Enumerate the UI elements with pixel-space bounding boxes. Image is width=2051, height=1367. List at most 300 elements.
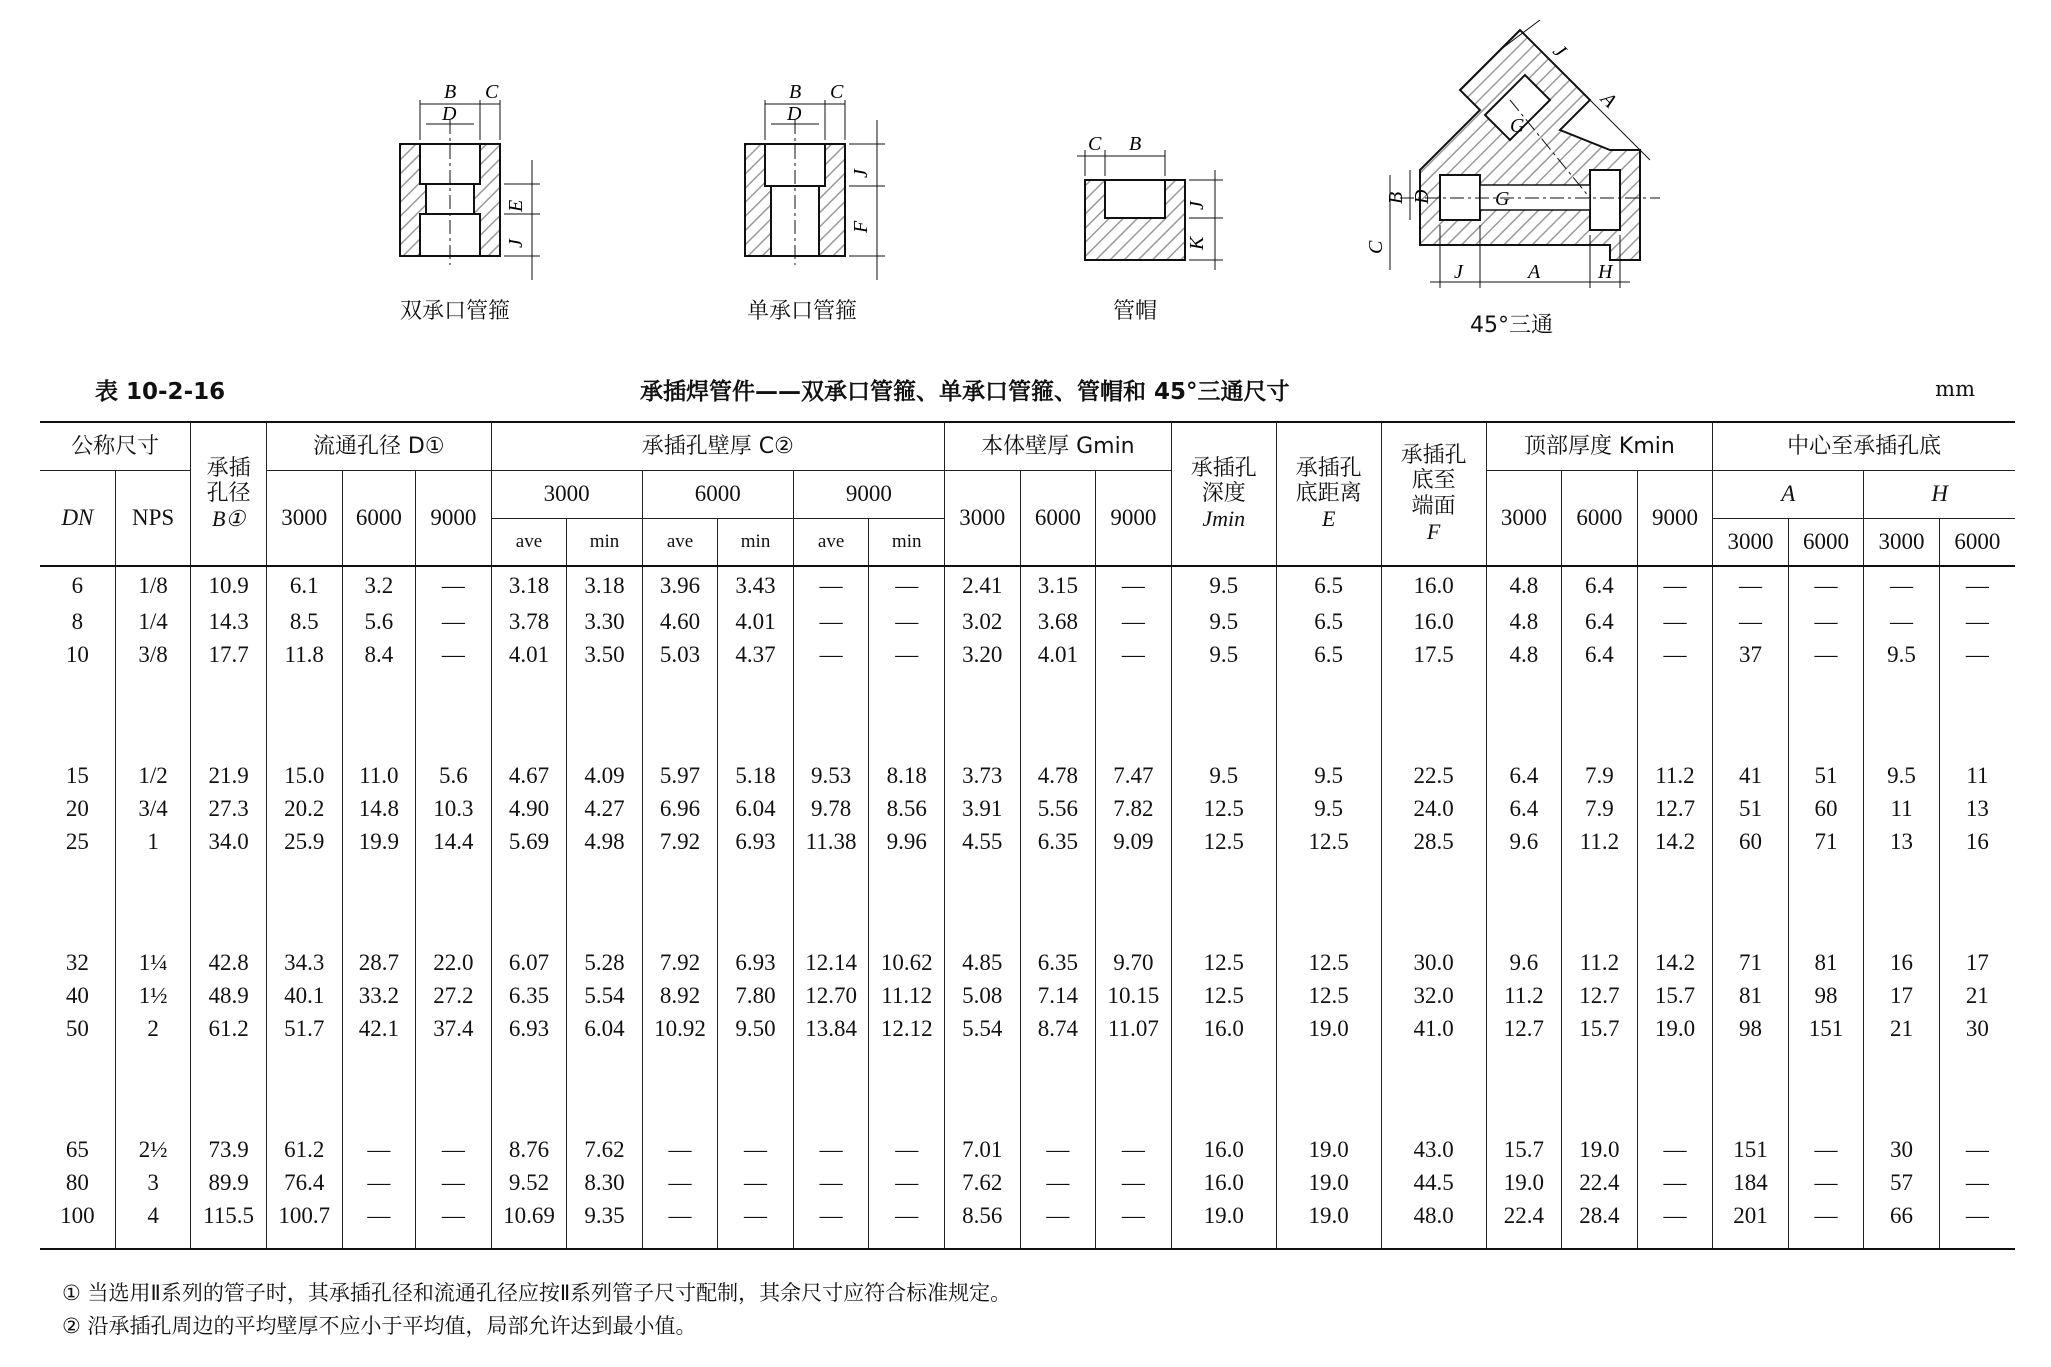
table-cell: 3 bbox=[115, 1166, 190, 1199]
table-cell: 6.93 bbox=[718, 946, 793, 979]
header-d-3000: 3000 bbox=[266, 470, 342, 566]
table-cell: 184 bbox=[1713, 1166, 1789, 1199]
table-cell: 7.62 bbox=[945, 1166, 1021, 1199]
table-cell: — bbox=[793, 1199, 869, 1232]
spacer-cell bbox=[793, 671, 869, 759]
table-cell: — bbox=[416, 605, 492, 638]
table-cell: — bbox=[1637, 638, 1713, 671]
table-cell: 8.18 bbox=[869, 759, 945, 792]
table-cell: 7.92 bbox=[642, 946, 718, 979]
table-cell: 6.93 bbox=[491, 1012, 567, 1045]
table-cell: 8.92 bbox=[642, 979, 718, 1012]
spacer-cell bbox=[266, 858, 342, 946]
table-cell: 51 bbox=[1713, 792, 1789, 825]
spacer-cell bbox=[642, 1232, 718, 1249]
table-cell: 22.4 bbox=[1562, 1166, 1638, 1199]
table-cell: — bbox=[1788, 605, 1864, 638]
group-spacer bbox=[40, 1045, 2015, 1133]
table-cell: 7.62 bbox=[567, 1133, 642, 1166]
spacer-cell bbox=[40, 671, 115, 759]
spacer-cell bbox=[1788, 858, 1864, 946]
table-cell: 17 bbox=[1939, 946, 2015, 979]
table-cell: — bbox=[1788, 1166, 1864, 1199]
table-cell: 40 bbox=[40, 979, 115, 1012]
spacer-cell bbox=[1562, 671, 1638, 759]
table-cell: 11.2 bbox=[1562, 946, 1638, 979]
header-c6000-ave: ave bbox=[642, 518, 718, 566]
table-cell: — bbox=[1939, 638, 2015, 671]
label-j-top: J bbox=[1548, 39, 1571, 62]
table-cell: 22.0 bbox=[416, 946, 492, 979]
spacer-cell bbox=[342, 671, 416, 759]
caption-single-coupling: 单承口管箍 bbox=[747, 299, 858, 324]
table-cell: 3.30 bbox=[567, 605, 642, 638]
table-cell: — bbox=[1637, 566, 1713, 605]
table-cell: 9.09 bbox=[1096, 825, 1172, 858]
header-c6000-min: min bbox=[718, 518, 793, 566]
table-row bbox=[40, 825, 2015, 858]
table-cell: 12.7 bbox=[1486, 1012, 1562, 1045]
table-number: 表 10-2-16 bbox=[95, 379, 226, 405]
table-cell: 7.82 bbox=[1096, 792, 1172, 825]
table-cell: 19.0 bbox=[1276, 1133, 1381, 1166]
table-row bbox=[40, 1012, 2015, 1045]
label-e: E bbox=[505, 199, 527, 212]
table-cell: 25 bbox=[40, 825, 115, 858]
table-cell: 3.18 bbox=[567, 566, 642, 605]
spacer-cell bbox=[1381, 671, 1486, 759]
table-cell: 151 bbox=[1713, 1133, 1789, 1166]
spacer-cell bbox=[945, 858, 1021, 946]
table-cell: 6.4 bbox=[1562, 566, 1638, 605]
header-k-6000: 6000 bbox=[1562, 470, 1638, 566]
table-row bbox=[40, 566, 2015, 605]
table-cell: 3.43 bbox=[718, 566, 793, 605]
table-cell: 8.4 bbox=[342, 638, 416, 671]
table-cell: 6.4 bbox=[1486, 792, 1562, 825]
table-cell: 37.4 bbox=[416, 1012, 492, 1045]
header-a-3000: 3000 bbox=[1713, 518, 1789, 566]
table-cell: — bbox=[1788, 1199, 1864, 1232]
table-cell: 11.12 bbox=[869, 979, 945, 1012]
label-a-bottom: A bbox=[1528, 261, 1541, 283]
table-cell: 3.02 bbox=[945, 605, 1021, 638]
spacer-cell bbox=[1020, 858, 1096, 946]
table-end-spacer bbox=[40, 1232, 2015, 1249]
spacer-cell bbox=[1562, 858, 1638, 946]
table-cell: 10.62 bbox=[869, 946, 945, 979]
table-cell: 6.4 bbox=[1486, 759, 1562, 792]
spacer-cell bbox=[1713, 1232, 1789, 1249]
spacer-cell bbox=[1486, 1045, 1562, 1133]
table-cell: 1½ bbox=[115, 979, 190, 1012]
spacer-cell bbox=[1381, 1045, 1486, 1133]
table-cell: 100 bbox=[40, 1199, 115, 1232]
table-cell: — bbox=[1864, 566, 1940, 605]
table-cell: 7.14 bbox=[1020, 979, 1096, 1012]
spacer-cell bbox=[1096, 1045, 1172, 1133]
table-cell: — bbox=[1788, 638, 1864, 671]
table-cell: 16.0 bbox=[1171, 1012, 1276, 1045]
table-title-row bbox=[95, 373, 1975, 409]
table-cell: 3.50 bbox=[567, 638, 642, 671]
table-cell: — bbox=[869, 1199, 945, 1232]
table-cell: 20 bbox=[40, 792, 115, 825]
table-cell: 11.07 bbox=[1096, 1012, 1172, 1045]
table-cell: 65 bbox=[40, 1133, 115, 1166]
table-cell: 8.30 bbox=[567, 1166, 642, 1199]
table-cell: 115.5 bbox=[191, 1199, 267, 1232]
table-cell: 21 bbox=[1939, 979, 2015, 1012]
spacer-cell bbox=[1864, 671, 1940, 759]
table-cell: — bbox=[416, 1133, 492, 1166]
table-cell: 22.5 bbox=[1381, 759, 1486, 792]
table-cell: 34.0 bbox=[191, 825, 267, 858]
table-cell: 7.9 bbox=[1562, 759, 1638, 792]
header-nps: NPS bbox=[115, 470, 190, 566]
table-cell: 4.8 bbox=[1486, 605, 1562, 638]
spacer-cell bbox=[718, 1232, 793, 1249]
table-cell: — bbox=[1096, 566, 1172, 605]
header-g-3000: 3000 bbox=[945, 470, 1021, 566]
table-cell: 7.9 bbox=[1562, 792, 1638, 825]
table-cell: 5.97 bbox=[642, 759, 718, 792]
label-j: J bbox=[1186, 201, 1208, 210]
table-cell: 15 bbox=[40, 759, 115, 792]
table-cell: 11.0 bbox=[342, 759, 416, 792]
table-cell: — bbox=[1637, 1199, 1713, 1232]
table-cell: 3.2 bbox=[342, 566, 416, 605]
header-a: A bbox=[1713, 470, 1864, 518]
table-cell: 9.52 bbox=[491, 1166, 567, 1199]
spacer-cell bbox=[191, 1232, 267, 1249]
header-c3000-min: min bbox=[567, 518, 642, 566]
table-cell: 48.9 bbox=[191, 979, 267, 1012]
table-title: 承插焊管件——双承口管箍、单承口管箍、管帽和 45°三通尺寸 bbox=[640, 379, 1290, 405]
table-cell: 6.35 bbox=[1020, 825, 1096, 858]
table-cell: 42.8 bbox=[191, 946, 267, 979]
table-cell: — bbox=[416, 1166, 492, 1199]
table-cell: 19.0 bbox=[1276, 1012, 1381, 1045]
table-cell: 73.9 bbox=[191, 1133, 267, 1166]
table-cell: 11.38 bbox=[793, 825, 869, 858]
table-cell: 21.9 bbox=[191, 759, 267, 792]
table-cell: 15.7 bbox=[1562, 1012, 1638, 1045]
figure-45-tee bbox=[1360, 20, 1690, 338]
table-cell: 6.5 bbox=[1276, 566, 1381, 605]
table-cell: — bbox=[642, 1199, 718, 1232]
header-d-9000: 9000 bbox=[416, 470, 492, 566]
spacer-cell bbox=[115, 1045, 190, 1133]
table-cell: 2 bbox=[115, 1012, 190, 1045]
table-cell: 6.04 bbox=[567, 1012, 642, 1045]
table-cell: 17.5 bbox=[1381, 638, 1486, 671]
table-cell: 5.03 bbox=[642, 638, 718, 671]
table-cell: 27.2 bbox=[416, 979, 492, 1012]
header-k-3000: 3000 bbox=[1486, 470, 1562, 566]
table-cell: 41.0 bbox=[1381, 1012, 1486, 1045]
table-cell: 8.56 bbox=[945, 1199, 1021, 1232]
table-cell: 10 bbox=[40, 638, 115, 671]
table-cell: 11.8 bbox=[266, 638, 342, 671]
spacer-cell bbox=[1096, 671, 1172, 759]
table-cell: 44.5 bbox=[1381, 1166, 1486, 1199]
table-unit: mm bbox=[1935, 377, 1975, 401]
spacer-cell bbox=[191, 858, 267, 946]
table-cell: — bbox=[642, 1133, 718, 1166]
header-top-k: 顶部厚度 Kmin bbox=[1486, 422, 1713, 470]
table-cell: 12.7 bbox=[1562, 979, 1638, 1012]
table-cell: 16.0 bbox=[1381, 566, 1486, 605]
label-b: B bbox=[1129, 133, 1142, 155]
label-b-side: B bbox=[1385, 191, 1407, 204]
spacer-cell bbox=[1486, 671, 1562, 759]
table-cell: 9.70 bbox=[1096, 946, 1172, 979]
table-cell: 12.5 bbox=[1171, 792, 1276, 825]
table-cell: 21 bbox=[1864, 1012, 1940, 1045]
header-nominal: 公称尺寸 bbox=[40, 422, 191, 470]
table-cell: 60 bbox=[1788, 792, 1864, 825]
table-cell: — bbox=[1939, 1199, 2015, 1232]
table-cell: 57 bbox=[1864, 1166, 1940, 1199]
table-cell: 4.27 bbox=[567, 792, 642, 825]
spacer-cell bbox=[1939, 858, 2015, 946]
figure-double-coupling bbox=[380, 80, 550, 324]
table-cell: — bbox=[1096, 638, 1172, 671]
header-a-6000: 6000 bbox=[1788, 518, 1864, 566]
spacer-cell bbox=[718, 858, 793, 946]
spacer-cell bbox=[567, 858, 642, 946]
table-cell: 12.12 bbox=[869, 1012, 945, 1045]
table-cell: 4 bbox=[115, 1199, 190, 1232]
table-cell: 3.68 bbox=[1020, 605, 1096, 638]
header-h-6000: 6000 bbox=[1939, 518, 2015, 566]
table-cell: 3.73 bbox=[945, 759, 1021, 792]
table-cell: 6.35 bbox=[1020, 946, 1096, 979]
table-cell: 28.4 bbox=[1562, 1199, 1638, 1232]
table-row bbox=[40, 1166, 2015, 1199]
caption-cap: 管帽 bbox=[1113, 299, 1158, 324]
spacer-cell bbox=[491, 671, 567, 759]
spacer-cell bbox=[1171, 1045, 1276, 1133]
table-cell: — bbox=[1020, 1166, 1096, 1199]
spacer-cell bbox=[1562, 1045, 1638, 1133]
table-cell: 15.7 bbox=[1637, 979, 1713, 1012]
table-cell: 17.7 bbox=[191, 638, 267, 671]
table-cell: 1 bbox=[115, 825, 190, 858]
table-cell: 5.28 bbox=[567, 946, 642, 979]
table-cell: 100.7 bbox=[266, 1199, 342, 1232]
spacer-cell bbox=[40, 858, 115, 946]
spacer-cell bbox=[1637, 858, 1713, 946]
table-cell: — bbox=[1939, 605, 2015, 638]
table-cell: 48.0 bbox=[1381, 1199, 1486, 1232]
spacer-cell bbox=[642, 858, 718, 946]
label-c: C bbox=[1088, 133, 1102, 155]
table-cell: 3.15 bbox=[1020, 566, 1096, 605]
table-cell: — bbox=[718, 1166, 793, 1199]
table-cell: 4.8 bbox=[1486, 638, 1562, 671]
table-cell: 12.14 bbox=[793, 946, 869, 979]
table-cell: 5.69 bbox=[491, 825, 567, 858]
table-cell: — bbox=[869, 1166, 945, 1199]
table-cell: 6.5 bbox=[1276, 638, 1381, 671]
table-cell: 9.6 bbox=[1486, 825, 1562, 858]
spacer-cell bbox=[266, 671, 342, 759]
header-bore-b: 承插 孔径 B① bbox=[191, 422, 267, 566]
table-cell: 98 bbox=[1713, 1012, 1789, 1045]
table-cell: 3.18 bbox=[491, 566, 567, 605]
table-cell: 40.1 bbox=[266, 979, 342, 1012]
table-row bbox=[40, 1133, 2015, 1166]
table-cell: 28.7 bbox=[342, 946, 416, 979]
table-cell: 7.80 bbox=[718, 979, 793, 1012]
table-cell: 30.0 bbox=[1381, 946, 1486, 979]
spacer-cell bbox=[1020, 1232, 1096, 1249]
table-cell: — bbox=[869, 605, 945, 638]
table-cell: 37 bbox=[1713, 638, 1789, 671]
table-cell: — bbox=[793, 638, 869, 671]
spacer-cell bbox=[567, 1045, 642, 1133]
table-cell: 9.5 bbox=[1171, 759, 1276, 792]
header-depth-j: 承插孔 深度 Jmin bbox=[1171, 422, 1276, 566]
table-cell: 19.0 bbox=[1276, 1199, 1381, 1232]
spacer-cell bbox=[266, 1045, 342, 1133]
table-cell: 6.5 bbox=[1276, 605, 1381, 638]
table-cell: 6.35 bbox=[491, 979, 567, 1012]
table-cell: 1/4 bbox=[115, 605, 190, 638]
table-cell: 30 bbox=[1939, 1012, 2015, 1045]
table-cell: — bbox=[1020, 1199, 1096, 1232]
table-cell: — bbox=[1637, 605, 1713, 638]
table-cell: — bbox=[793, 566, 869, 605]
table-cell: 14.2 bbox=[1637, 825, 1713, 858]
table-cell: — bbox=[1939, 1166, 2015, 1199]
table-cell: 43.0 bbox=[1381, 1133, 1486, 1166]
spacer-cell bbox=[1788, 1232, 1864, 1249]
label-k: K bbox=[1186, 236, 1208, 250]
table-cell: 7.92 bbox=[642, 825, 718, 858]
table-cell: — bbox=[718, 1133, 793, 1166]
spacer-cell bbox=[1713, 1045, 1789, 1133]
table-cell: 9.5 bbox=[1276, 792, 1381, 825]
header-dn: DN bbox=[40, 470, 115, 566]
spacer-cell bbox=[1562, 1232, 1638, 1249]
group-spacer bbox=[40, 858, 2015, 946]
table-cell: 201 bbox=[1713, 1199, 1789, 1232]
table-cell: — bbox=[642, 1166, 718, 1199]
table-cell: 8.5 bbox=[266, 605, 342, 638]
spacer-cell bbox=[491, 1045, 567, 1133]
table-cell: 4.01 bbox=[718, 605, 793, 638]
spacer-cell bbox=[1381, 1232, 1486, 1249]
spacer-cell bbox=[191, 1045, 267, 1133]
spacer-cell bbox=[1276, 671, 1381, 759]
spacer-cell bbox=[1276, 1232, 1381, 1249]
spacer-cell bbox=[869, 858, 945, 946]
table-row bbox=[40, 759, 2015, 792]
table-cell: — bbox=[416, 1199, 492, 1232]
table-cell: 4.90 bbox=[491, 792, 567, 825]
spacer-cell bbox=[1713, 858, 1789, 946]
table-cell: — bbox=[869, 638, 945, 671]
table-cell: 14.2 bbox=[1637, 946, 1713, 979]
spacer-cell bbox=[416, 1045, 492, 1133]
table-cell: 14.4 bbox=[416, 825, 492, 858]
table-cell: 8 bbox=[40, 605, 115, 638]
table-cell: 25.9 bbox=[266, 825, 342, 858]
table-cell: 10.69 bbox=[491, 1199, 567, 1232]
table-row bbox=[40, 638, 2015, 671]
table-cell: 41 bbox=[1713, 759, 1789, 792]
spacer-cell bbox=[1864, 858, 1940, 946]
spacer-cell bbox=[416, 858, 492, 946]
table-cell: 11.2 bbox=[1486, 979, 1562, 1012]
label-d: D bbox=[787, 103, 802, 125]
table-cell: 6.07 bbox=[491, 946, 567, 979]
header-d-6000: 6000 bbox=[342, 470, 416, 566]
table-cell: 6.96 bbox=[642, 792, 718, 825]
table-cell: 12.5 bbox=[1171, 979, 1276, 1012]
label-j: J bbox=[850, 169, 872, 178]
table-cell: 5.6 bbox=[416, 759, 492, 792]
table-cell: 15.0 bbox=[266, 759, 342, 792]
table-cell: 9.5 bbox=[1276, 759, 1381, 792]
spacer-cell bbox=[869, 1045, 945, 1133]
spacer-cell bbox=[115, 858, 190, 946]
spacer-cell bbox=[718, 671, 793, 759]
table-cell: 3.20 bbox=[945, 638, 1021, 671]
table-cell: 13 bbox=[1939, 792, 2015, 825]
table-cell: 5.56 bbox=[1020, 792, 1096, 825]
spacer-cell bbox=[567, 1232, 642, 1249]
table-cell: 32 bbox=[40, 946, 115, 979]
spacer-cell bbox=[1637, 1045, 1713, 1133]
spacer-cell bbox=[491, 1232, 567, 1249]
table-cell: 12.5 bbox=[1276, 979, 1381, 1012]
table-cell: 5.54 bbox=[945, 1012, 1021, 1045]
table-cell: 71 bbox=[1713, 946, 1789, 979]
table-cell: 71 bbox=[1788, 825, 1864, 858]
group-spacer bbox=[40, 671, 2015, 759]
table-cell: 22.4 bbox=[1486, 1199, 1562, 1232]
table-cell: 19.9 bbox=[342, 825, 416, 858]
table-cell: 30 bbox=[1864, 1133, 1940, 1166]
table-cell: 14.3 bbox=[191, 605, 267, 638]
table-cell: 5.08 bbox=[945, 979, 1021, 1012]
spacer-cell bbox=[1939, 1045, 2015, 1133]
spacer-cell bbox=[1171, 1232, 1276, 1249]
table-cell: 12.70 bbox=[793, 979, 869, 1012]
table-cell: 10.15 bbox=[1096, 979, 1172, 1012]
table-row bbox=[40, 792, 2015, 825]
header-end-f: 承插孔 底至 端面 F bbox=[1381, 422, 1486, 566]
spacer-cell bbox=[1939, 1232, 2015, 1249]
table-cell: 5.6 bbox=[342, 605, 416, 638]
label-c: C bbox=[485, 81, 499, 103]
table-cell: 3.78 bbox=[491, 605, 567, 638]
table-cell: — bbox=[342, 1133, 416, 1166]
header-g-9000: 9000 bbox=[1096, 470, 1172, 566]
table-cell: 5.18 bbox=[718, 759, 793, 792]
spacer-cell bbox=[115, 1232, 190, 1249]
table-cell: — bbox=[1096, 1133, 1172, 1166]
table-cell: 4.8 bbox=[1486, 566, 1562, 605]
label-d: D bbox=[442, 103, 457, 125]
table-cell: 61.2 bbox=[191, 1012, 267, 1045]
table-cell: 15.7 bbox=[1486, 1133, 1562, 1166]
figure-cap bbox=[1055, 130, 1225, 324]
